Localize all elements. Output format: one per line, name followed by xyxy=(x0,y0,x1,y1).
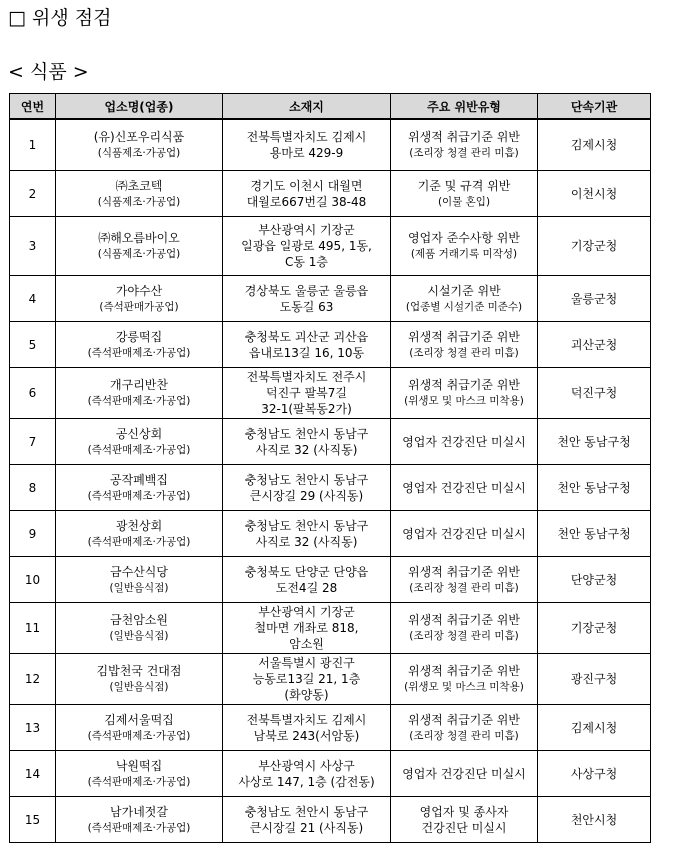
agency: 천안 동남구청 xyxy=(557,480,631,495)
violation-type: 영업자 및 종사자 xyxy=(419,804,509,819)
row-number: 11 xyxy=(24,621,41,635)
violation-detail: (위생모 및 마스크 미착용) xyxy=(404,395,524,407)
business-name: 김밥천국 건대점 xyxy=(96,664,182,678)
address: 충청남도 천안시 동남구 큰시장길 29 (사직동) xyxy=(244,472,369,503)
cell-name xyxy=(56,751,223,797)
header-address: 소재지 xyxy=(223,94,391,120)
violation-type: 영업자 건강진단 미실시 xyxy=(402,766,526,781)
business-name: ㈜초코텍 xyxy=(115,178,163,193)
business-type: (즉석판매제조·가공업) xyxy=(87,346,191,359)
table-row xyxy=(10,465,651,511)
business-type: (즉석판매제조·가공업) xyxy=(87,489,191,502)
cell-no xyxy=(10,368,56,419)
cell-address xyxy=(223,557,391,603)
cell-name xyxy=(56,654,223,705)
cell-violation xyxy=(391,419,538,465)
cell-address xyxy=(223,171,391,217)
cell-violation xyxy=(391,751,538,797)
row-number: 4 xyxy=(28,291,37,306)
cell-no xyxy=(10,511,56,557)
cell-agency xyxy=(538,654,651,705)
cell-address xyxy=(223,419,391,465)
cell-violation xyxy=(391,322,538,368)
table-row xyxy=(10,751,651,797)
cell-agency xyxy=(538,322,651,368)
address: 전북특별자치도 김제시 용마로 429-9 xyxy=(246,130,367,160)
header-violation: 주요 위반유형 xyxy=(391,94,538,120)
address: 부산광역시 사상구 사상로 147, 1층 (감전동) xyxy=(238,758,375,789)
cell-name xyxy=(56,797,223,843)
table-row xyxy=(10,119,651,171)
cell-violation xyxy=(391,603,538,654)
agency: 김제시청 xyxy=(570,720,618,735)
violation-type: 시설기준 위반 xyxy=(427,283,501,298)
table-row xyxy=(10,603,651,654)
violation-type: 위생적 취급기준 위반 xyxy=(408,130,520,144)
business-type: (일반음식점) xyxy=(109,630,169,642)
violation-detail: (제품 거래기록 미작성) xyxy=(410,248,518,260)
business-type: (즉석판매제조·가공업) xyxy=(87,729,191,742)
violation-type: 영업자 건강진단 미실시 xyxy=(402,480,526,495)
cell-name xyxy=(56,603,223,654)
row-number: 8 xyxy=(28,480,37,495)
business-type: (즉석판매제조·가공업) xyxy=(87,535,191,548)
business-name: 개구리반찬 xyxy=(110,378,168,392)
table-row xyxy=(10,797,651,843)
cell-no xyxy=(10,654,56,705)
table-row xyxy=(10,171,651,217)
violation-detail: (조리장 청결 관리 미흡) xyxy=(409,346,519,359)
violation-detail: (위생모 및 마스크 미착용) xyxy=(404,681,524,693)
cell-violation xyxy=(391,654,538,705)
row-number: 12 xyxy=(24,672,41,686)
agency: 천안 동남구청 xyxy=(557,526,631,541)
row-number: 5 xyxy=(28,337,37,352)
violation-type: 기준 및 규격 위반 xyxy=(417,178,511,193)
cell-name xyxy=(56,705,223,751)
cell-no xyxy=(10,603,56,654)
cell-name xyxy=(56,465,223,511)
cell-name xyxy=(56,419,223,465)
cell-agency xyxy=(538,217,651,276)
cell-agency xyxy=(538,705,651,751)
business-name: 금천암소원 xyxy=(110,613,168,627)
cell-no xyxy=(10,557,56,603)
agency: 울릉군청 xyxy=(570,291,618,306)
cell-no xyxy=(10,797,56,843)
cell-agency xyxy=(538,465,651,511)
violation-type: 영업자 건강진단 미실시 xyxy=(402,526,526,541)
address: 서울특별시 광진구 능동로13길 21, 1층 (화양동) xyxy=(252,656,361,702)
agency: 천안 동남구청 xyxy=(557,434,631,449)
business-name: 공작폐백집 xyxy=(110,472,168,487)
cell-address xyxy=(223,603,391,654)
agency: 덕진구청 xyxy=(570,386,618,400)
violation-detail: (업종별 시설기준 미준수) xyxy=(405,300,523,313)
cell-agency xyxy=(538,276,651,322)
agency: 기장군청 xyxy=(570,621,618,635)
row-number: 9 xyxy=(28,526,37,541)
table-row xyxy=(10,276,651,322)
cell-agency xyxy=(538,419,651,465)
table-row xyxy=(10,654,651,705)
agency: 이천시청 xyxy=(570,186,618,201)
cell-agency xyxy=(538,368,651,419)
cell-agency xyxy=(538,171,651,217)
business-type: (즉석판매가공업) xyxy=(99,300,179,313)
cell-address xyxy=(223,465,391,511)
row-number: 10 xyxy=(24,572,41,587)
violation-detail: 건강진단 미실시 xyxy=(421,820,507,835)
cell-agency xyxy=(538,797,651,843)
violation-type: 위생적 취급기준 위반 xyxy=(408,613,520,627)
agency: 괴산군청 xyxy=(570,337,618,352)
address: 전북특별자치도 전주시 덕진구 팔복7길 32-1(팔복동2가) xyxy=(246,370,367,416)
cell-no xyxy=(10,276,56,322)
agency: 천안시청 xyxy=(570,812,618,827)
address: 충청북도 괴산군 괴산읍 읍내로13길 16, 10동 xyxy=(244,329,369,360)
business-name: 김제서울떡집 xyxy=(104,712,174,727)
business-type: (식품제조·가공업) xyxy=(97,147,181,159)
violation-type: 위생적 취급기준 위반 xyxy=(408,564,520,579)
address: 충청남도 천안시 동남구 큰시장길 21 (사직동) xyxy=(244,804,369,835)
subsection-title: < 식품 > xyxy=(8,61,89,83)
violation-type: 위생적 취급기준 위반 xyxy=(408,378,520,392)
violation-type: 위생적 취급기준 위반 xyxy=(408,712,520,727)
business-type: (즉석판매제조·가공업) xyxy=(87,443,191,456)
violation-detail: (조리장 청결 관리 미흡) xyxy=(409,581,519,594)
cell-address xyxy=(223,797,391,843)
cell-agency xyxy=(538,751,651,797)
cell-address xyxy=(223,368,391,419)
agency: 단양군청 xyxy=(570,572,618,587)
address: 경상북도 울릉군 울릉읍 도동길 63 xyxy=(244,283,369,314)
cell-violation xyxy=(391,705,538,751)
header-name: 업소명(업종) xyxy=(56,94,223,120)
row-number: 15 xyxy=(24,812,41,827)
address: 전북특별자치도 김제시 남북로 243(서암동) xyxy=(246,712,367,743)
business-type: (즉석판매제조·가공업) xyxy=(87,395,191,407)
cell-violation xyxy=(391,217,538,276)
business-type: (식품제조·가공업) xyxy=(97,195,181,208)
business-type: (즉석판매제조·가공업) xyxy=(87,821,191,834)
table-row xyxy=(10,511,651,557)
business-type: (즉석판매제조·가공업) xyxy=(87,775,191,788)
agency: 광진구청 xyxy=(570,672,618,686)
cell-name xyxy=(56,171,223,217)
cell-violation xyxy=(391,119,538,171)
table-row xyxy=(10,557,651,603)
cell-no xyxy=(10,419,56,465)
business-name: 공신상회 xyxy=(115,426,163,441)
cell-violation xyxy=(391,171,538,217)
cell-no xyxy=(10,751,56,797)
business-name: 남가네젓갈 xyxy=(110,804,168,819)
cell-no xyxy=(10,322,56,368)
cell-violation xyxy=(391,465,538,511)
cell-no xyxy=(10,465,56,511)
cell-address xyxy=(223,276,391,322)
business-name: (유)신포우리식품 xyxy=(93,130,185,144)
address: 경기도 이천시 대월면 대월로667번길 38-48 xyxy=(246,178,367,209)
cell-no xyxy=(10,217,56,276)
table-row xyxy=(10,419,651,465)
row-number: 2 xyxy=(28,186,37,201)
agency: 김제시청 xyxy=(570,138,618,152)
table-row xyxy=(10,705,651,751)
cell-agency xyxy=(538,511,651,557)
cell-name xyxy=(56,119,223,171)
business-name: 금수산식당 xyxy=(110,564,168,579)
violation-type: 위생적 취급기준 위반 xyxy=(408,329,520,344)
cell-name xyxy=(56,322,223,368)
row-number: 14 xyxy=(24,766,41,781)
table-row xyxy=(10,368,651,419)
agency: 사상구청 xyxy=(570,766,618,781)
cell-violation xyxy=(391,557,538,603)
business-type: (식품제조·가공업) xyxy=(97,248,181,260)
row-number: 3 xyxy=(28,239,37,253)
business-name: 낙원떡집 xyxy=(115,758,163,773)
cell-address xyxy=(223,705,391,751)
row-number: 13 xyxy=(24,720,41,735)
cell-name xyxy=(56,368,223,419)
cell-address xyxy=(223,751,391,797)
row-number: 6 xyxy=(28,386,37,400)
business-type: (일반음식점) xyxy=(109,681,169,693)
address: 충청남도 천안시 동남구 사직로 32 (사직동) xyxy=(244,518,369,549)
violation-detail: (조리장 청결 관리 미흡) xyxy=(409,729,519,742)
business-name: ㈜해오름바이오 xyxy=(98,231,180,245)
business-name: 광천상회 xyxy=(115,518,163,533)
cell-agency xyxy=(538,119,651,171)
violation-detail: (조리장 청결 관리 미흡) xyxy=(409,630,519,642)
business-type: (일반음식점) xyxy=(109,581,169,594)
address: 충청남도 천안시 동남구 사직로 32 (사직동) xyxy=(244,426,369,457)
business-name: 강릉떡집 xyxy=(115,329,163,344)
inspection-table xyxy=(9,93,651,843)
cell-violation xyxy=(391,511,538,557)
address: 부산광역시 기장군 일광읍 일광로 495, 1동, C동 1층 xyxy=(241,223,372,269)
cell-name xyxy=(56,217,223,276)
cell-name xyxy=(56,511,223,557)
business-name: 가야수산 xyxy=(115,283,163,298)
violation-type: 영업자 건강진단 미실시 xyxy=(402,434,526,449)
cell-address xyxy=(223,654,391,705)
header-agency: 단속기관 xyxy=(538,94,651,120)
violation-type: 영업자 준수사항 위반 xyxy=(408,231,520,245)
cell-name xyxy=(56,557,223,603)
violation-detail: (이물 혼입) xyxy=(437,195,491,208)
cell-agency xyxy=(538,603,651,654)
cell-no xyxy=(10,119,56,171)
violation-detail: (조리장 청결 관리 미흡) xyxy=(409,147,519,159)
cell-no xyxy=(10,171,56,217)
address: 충청북도 단양군 단양읍 도전4길 28 xyxy=(244,564,369,595)
violation-type: 위생적 취급기준 위반 xyxy=(408,664,520,678)
agency: 기장군청 xyxy=(570,239,618,253)
row-number: 7 xyxy=(28,434,37,449)
address: 부산광역시 기장군 철마면 개좌로 818, 암소원 xyxy=(254,605,359,651)
cell-no xyxy=(10,705,56,751)
table-header-row xyxy=(10,94,651,120)
cell-violation xyxy=(391,276,538,322)
cell-address xyxy=(223,322,391,368)
cell-address xyxy=(223,511,391,557)
table-row xyxy=(10,217,651,276)
cell-address xyxy=(223,217,391,276)
cell-name xyxy=(56,276,223,322)
row-number: 1 xyxy=(28,138,37,152)
cell-violation xyxy=(391,797,538,843)
table-row xyxy=(10,322,651,368)
cell-agency xyxy=(538,557,651,603)
section-title: □ 위생 점검 xyxy=(8,7,112,29)
header-no: 연번 xyxy=(10,94,56,120)
cell-address xyxy=(223,119,391,171)
cell-violation xyxy=(391,368,538,419)
